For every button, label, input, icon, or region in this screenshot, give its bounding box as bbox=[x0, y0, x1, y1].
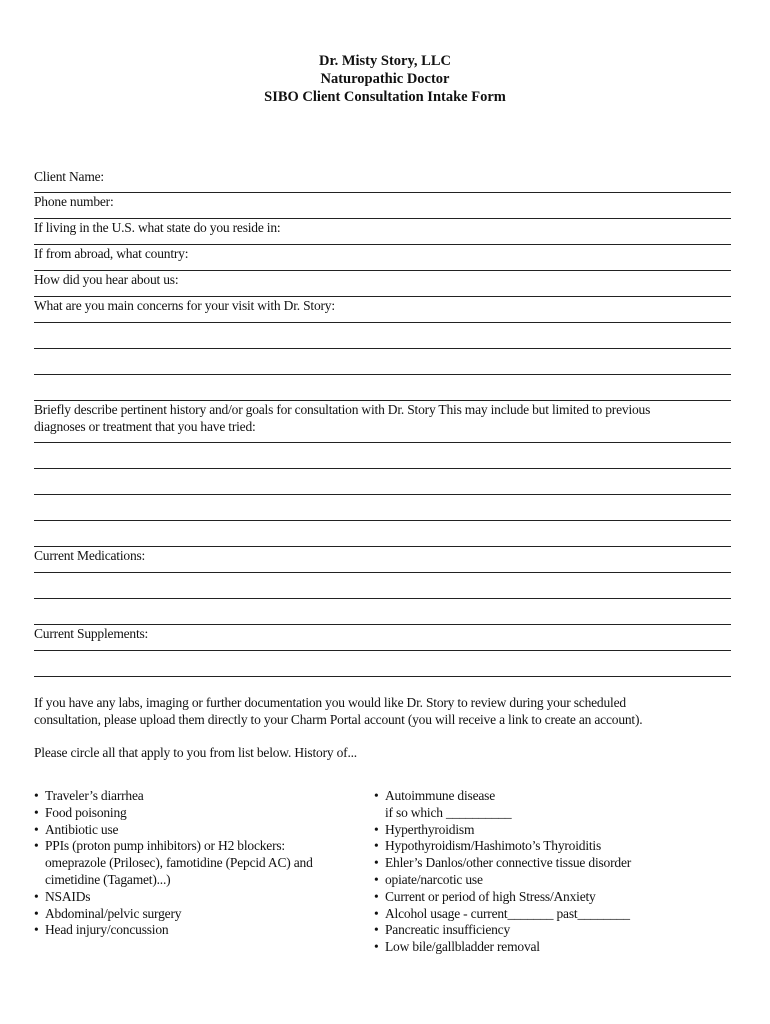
history-line[interactable] bbox=[34, 468, 731, 469]
history-option[interactable]: • NSAIDs bbox=[34, 889, 364, 906]
labs-upload-note bbox=[34, 694, 734, 728]
history-line[interactable] bbox=[34, 520, 731, 521]
history-option[interactable]: • opiate/narcotic use bbox=[374, 872, 734, 889]
concerns-line[interactable] bbox=[34, 322, 731, 323]
history-option[interactable]: • Food poisoning bbox=[34, 805, 364, 822]
history-option[interactable]: • Current or period of high Stress/Anxiety bbox=[374, 889, 734, 906]
history-list-left bbox=[34, 788, 364, 939]
referral-label: How did you hear about us: bbox=[34, 272, 179, 287]
history-option-continuation[interactable]: if so which __________ bbox=[385, 804, 512, 820]
supplements-line[interactable] bbox=[34, 676, 731, 677]
history-label-line: diagnoses or treatment that you have tried: bbox=[34, 419, 256, 434]
concerns-label: What are you main concerns for your visit with Dr. Story: bbox=[34, 298, 335, 313]
practice-name: Dr. Misty Story, LLC bbox=[319, 53, 451, 69]
history-option[interactable]: • Pancreatic insufficiency bbox=[374, 922, 734, 939]
history-line[interactable] bbox=[34, 442, 731, 443]
us-state-line[interactable] bbox=[34, 244, 731, 245]
concerns-line[interactable] bbox=[34, 374, 731, 375]
history-option[interactable]: • Hyperthyroidism bbox=[374, 822, 734, 839]
supplements-line[interactable] bbox=[34, 650, 731, 651]
labs-upload-note-line: consultation, please upload them directly to your Charm Portal account (you will receive a link to create an account). bbox=[34, 712, 643, 727]
history-option[interactable]: • Head injury/concussion bbox=[34, 922, 364, 939]
client-name-line[interactable] bbox=[34, 192, 731, 193]
history-option[interactable]: • PPIs (proton pump inhibitors) or H2 blockers: bbox=[34, 838, 364, 855]
phone-line[interactable] bbox=[34, 218, 731, 219]
medications-label: Current Medications: bbox=[34, 548, 146, 563]
history-option-continuation: omeprazole (Prilosec), famotidine (Pepcid AC) and bbox=[45, 855, 313, 871]
history-option[interactable]: • Alcohol usage - current_______ past________ bbox=[374, 906, 734, 923]
phone-label: Phone number: bbox=[34, 194, 114, 209]
history-option[interactable]: • Ehler’s Danlos/other connective tissue disorder bbox=[374, 855, 734, 872]
medications-line[interactable] bbox=[34, 624, 731, 625]
client-name-label: Client Name: bbox=[34, 169, 104, 184]
history-option[interactable]: • Antibiotic use bbox=[34, 822, 364, 839]
practitioner-title: Naturopathic Doctor bbox=[320, 71, 450, 87]
medications-line[interactable] bbox=[34, 572, 731, 573]
history-line[interactable] bbox=[34, 494, 731, 495]
history-option[interactable]: • Hypothyroidism/Hashimoto’s Thyroiditis bbox=[374, 838, 734, 855]
abroad-country-line[interactable] bbox=[34, 270, 731, 271]
us-state-label: If living in the U.S. what state do you reside in: bbox=[34, 220, 281, 235]
concerns-line[interactable] bbox=[34, 348, 731, 349]
circle-instruction: Please circle all that apply to you from list below. History of... bbox=[34, 745, 357, 760]
history-label bbox=[34, 402, 731, 435]
history-option[interactable]: • Traveler’s diarrhea bbox=[34, 788, 364, 805]
labs-upload-note-line: If you have any labs, imaging or further documentation you would like Dr. Story to review during your scheduled bbox=[34, 695, 626, 710]
form-title: SIBO Client Consultation Intake Form bbox=[264, 89, 506, 105]
history-option[interactable]: • Abdominal/pelvic surgery bbox=[34, 906, 364, 923]
history-option-continuation: cimetidine (Tagamet)...) bbox=[45, 871, 171, 887]
history-option[interactable]: • Autoimmune disease bbox=[374, 788, 734, 805]
history-label-line: Briefly describe pertinent history and/or goals for consultation with Dr. Story This may include but limited to previous bbox=[34, 402, 651, 417]
history-option[interactable]: • Low bile/gallbladder removal bbox=[374, 939, 734, 956]
medications-line[interactable] bbox=[34, 598, 731, 599]
abroad-country-label: If from abroad, what country: bbox=[34, 246, 189, 261]
supplements-label: Current Supplements: bbox=[34, 626, 149, 641]
history-line[interactable] bbox=[34, 546, 731, 547]
concerns-line[interactable] bbox=[34, 400, 731, 401]
referral-line[interactable] bbox=[34, 296, 731, 297]
form-header bbox=[0, 52, 770, 106]
history-list-right bbox=[374, 788, 734, 956]
